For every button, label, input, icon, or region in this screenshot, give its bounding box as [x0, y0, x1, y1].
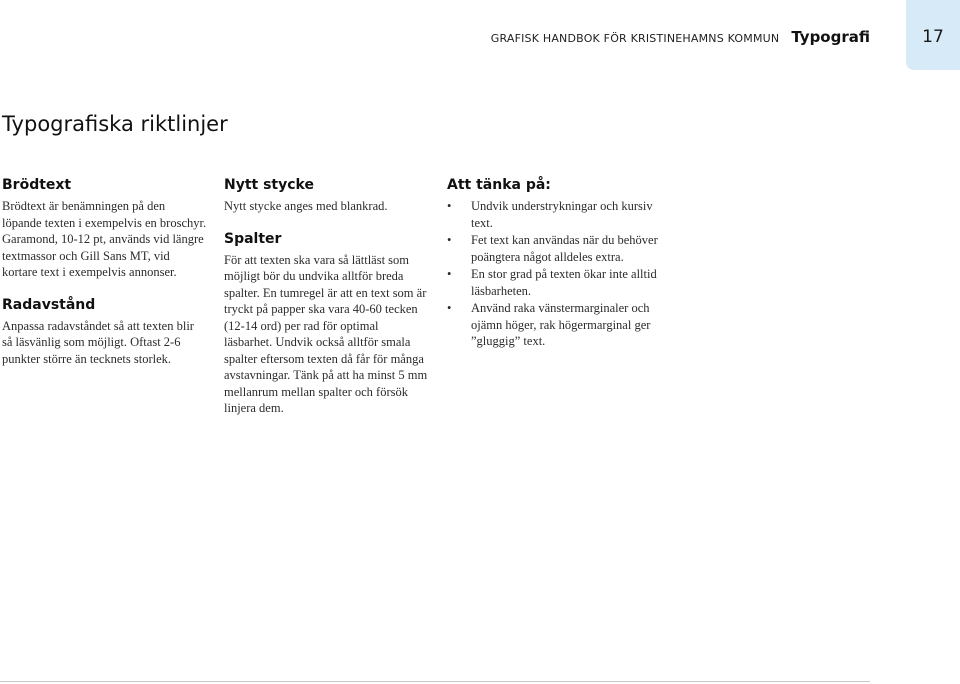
section-body: För att texten ska vara så lättläst som möjligt bör du undvika alltför breda spalter. En tumregel är att en text som är tryckt på papper ska vara 40-60 tecken (12-14 ord) per rad för optimal läsbarhet. Undvik också alltför smala spalter eftersom texten då får för många avstavningar. Tänk på att ha minst 5 mm mellanrum mellan spalter och försök linjera dem.	[224, 252, 428, 415]
section-body: Brödtext är benämningen på den löpande texten i exempelvis en broschyr. Garamond, 10-12 pt, används vid längre textmassor och Gill Sans MT, vid kortare text i exempelvis annonser.	[2, 199, 207, 279]
page-number: 17	[922, 27, 944, 47]
section-radavstand	[2, 295, 207, 368]
bullet-icon: •	[447, 301, 452, 315]
page-header	[491, 28, 870, 46]
list-item	[447, 232, 662, 265]
tips-heading: Att tänka på:	[447, 177, 551, 193]
section-brodtext	[2, 175, 207, 281]
section-heading: Spalter	[224, 230, 282, 247]
section-heading: Radavstånd	[2, 296, 96, 313]
column-right	[447, 175, 662, 351]
page-title: Typografiska riktlinjer	[2, 112, 228, 136]
section-body: Nytt stycke anges med blankrad.	[224, 199, 388, 213]
column-left	[2, 175, 207, 367]
list-item	[447, 198, 662, 231]
tips-list	[447, 198, 662, 350]
list-item-text: Undvik understrykningar och kursiv text.	[471, 199, 653, 230]
bottom-divider	[0, 681, 870, 682]
bullet-icon: •	[447, 199, 452, 213]
list-item-text: En stor grad på texten ökar inte alltid läsbarheten.	[471, 267, 657, 298]
section-heading: Brödtext	[2, 177, 72, 193]
section-name: Typografi	[791, 28, 870, 46]
list-item-text: Fet text kan användas när du behöver poängtera något alldeles extra.	[471, 233, 658, 264]
list-item	[447, 300, 662, 350]
bullet-icon: •	[447, 267, 452, 281]
section-heading: Nytt stycke	[224, 177, 314, 193]
page-number-tab	[906, 0, 960, 70]
publication-name: GRAFISK HANDBOK FÖR KRISTINEHAMNS KOMMUN	[490, 32, 780, 45]
section-spalter	[224, 229, 429, 417]
list-item-text: Använd raka vänstermarginaler och ojämn höger, rak högermarginal ger ”gluggig” text.	[471, 301, 651, 348]
section-nytt-stycke	[224, 175, 429, 215]
column-middle	[224, 175, 429, 417]
list-item	[447, 266, 662, 299]
section-body: Anpassa radavståndet så att texten blir så läsvänlig som möjligt. Oftast 2-6 punkter större än tecknets storlek.	[2, 318, 194, 366]
bullet-icon: •	[447, 233, 452, 247]
